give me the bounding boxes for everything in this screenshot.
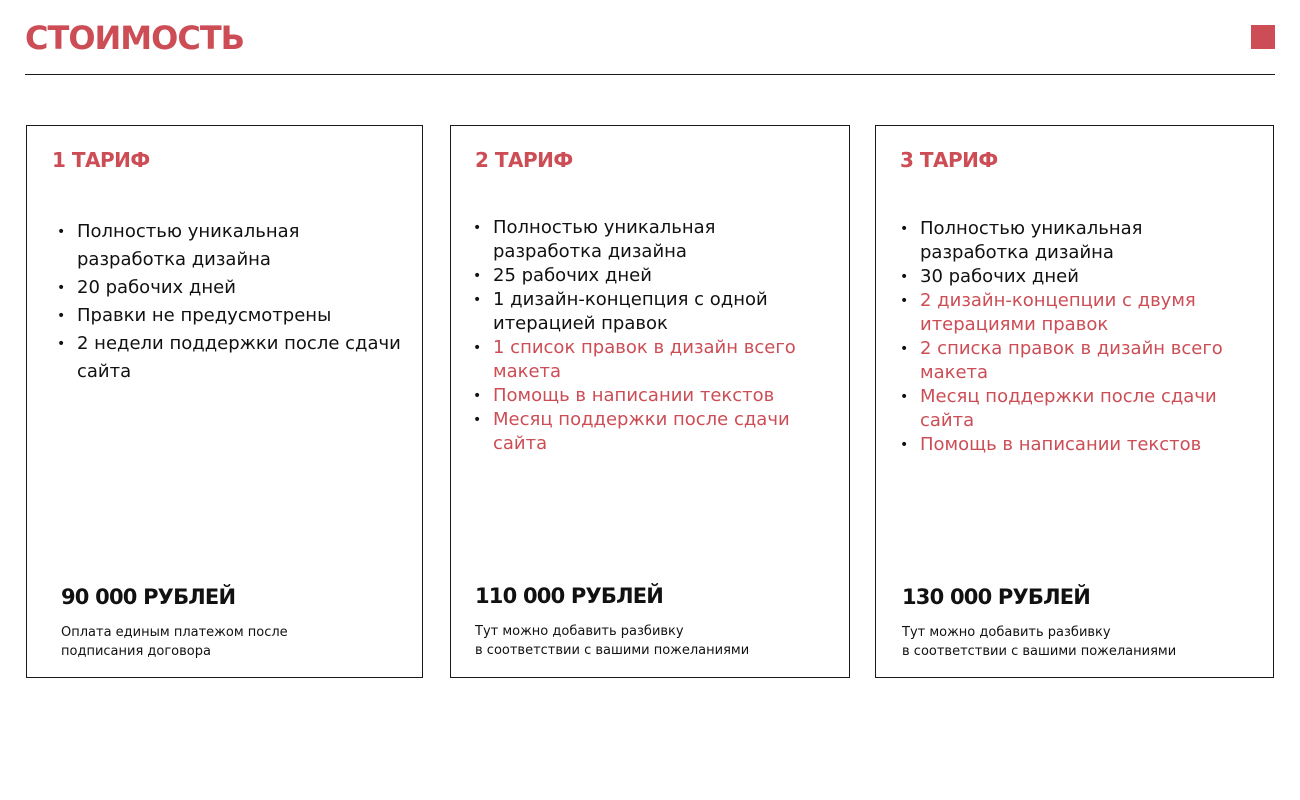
- feature-item: • 2 недели поддержки после сдачи сайта: [57, 330, 407, 386]
- tariff-price: 130 000 РУБЛЕЙ: [902, 585, 1091, 609]
- feature-item: • Помощь в написании текстов: [473, 384, 818, 408]
- tariff-card-2: [450, 125, 850, 678]
- tariff-payment-note: Тут можно добавить разбивку в соответствии с вашими пожеланиями: [475, 624, 750, 658]
- tariff-title: 3 ТАРИФ: [900, 148, 998, 172]
- tariff-payment-note: Оплата единым платежом после подписания договора: [61, 625, 288, 659]
- feature-list: [57, 218, 407, 386]
- feature-list: [900, 217, 1240, 457]
- tariff-card-3: [875, 125, 1274, 678]
- tariff-payment-note: Тут можно добавить разбивку в соответствии с вашими пожеланиями: [902, 625, 1177, 659]
- feature-item: • Месяц поддержки после сдачи сайта: [900, 385, 1240, 433]
- feature-list: [473, 216, 818, 456]
- accent-square-decoration: [1251, 25, 1275, 49]
- tariff-card-1: [26, 125, 423, 678]
- feature-item: • 2 дизайн-концепции с двумя итерациями правок: [900, 289, 1240, 337]
- tariff-title: 2 ТАРИФ: [475, 148, 573, 172]
- feature-item: • 1 список правок в дизайн всего макета: [473, 336, 818, 384]
- feature-item: • Помощь в написании текстов: [900, 433, 1240, 457]
- feature-item: • Полностью уникальная разработка дизайна: [57, 218, 407, 274]
- feature-item: • Полностью уникальная разработка дизайна: [900, 217, 1240, 265]
- feature-item: • 30 рабочих дней: [900, 265, 1240, 289]
- feature-item: • 20 рабочих дней: [57, 274, 407, 302]
- feature-item: • Месяц поддержки после сдачи сайта: [473, 408, 818, 456]
- feature-item: • 1 дизайн-концепция с одной итерацией правок: [473, 288, 818, 336]
- feature-item: • Полностью уникальная разработка дизайна: [473, 216, 818, 264]
- header-divider: [25, 74, 1275, 75]
- feature-item: • 2 списка правок в дизайн всего макета: [900, 337, 1240, 385]
- feature-item: • Правки не предусмотрены: [57, 302, 407, 330]
- tariff-title: 1 ТАРИФ: [52, 148, 150, 172]
- page-title: СТОИМОСТЬ: [25, 19, 245, 57]
- tariff-price: 110 000 РУБЛЕЙ: [475, 584, 664, 608]
- tariff-price: 90 000 РУБЛЕЙ: [61, 585, 236, 609]
- feature-item: • 25 рабочих дней: [473, 264, 818, 288]
